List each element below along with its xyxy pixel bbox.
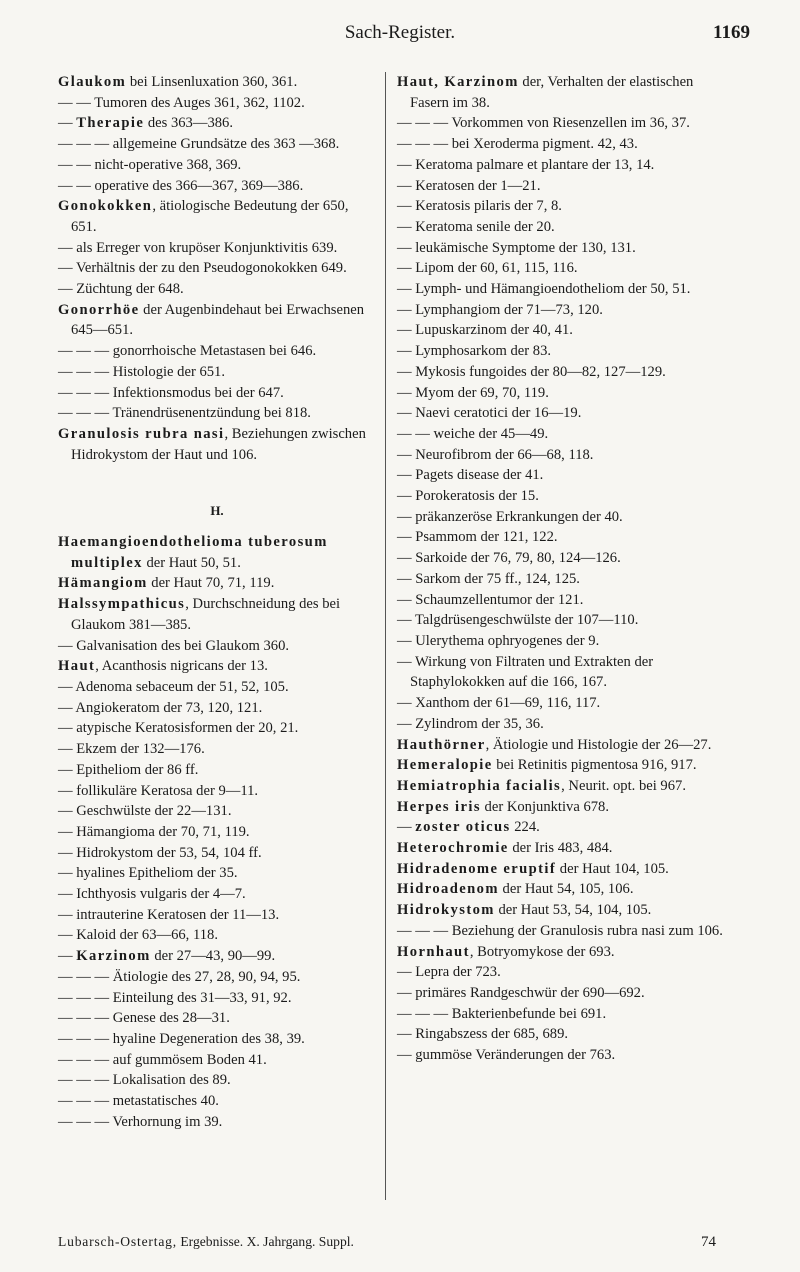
entry-text: — Ulerythema ophryogenes der 9. [397, 632, 600, 649]
entry-text: — Wirkung von Filtraten und Extrakten der Staphylokokken auf die 166, 167. [397, 653, 654, 691]
index-entry [58, 424, 376, 465]
left-column [58, 72, 376, 1132]
index-entry [397, 72, 725, 113]
index-entry [58, 863, 376, 884]
entry-text: — intrauterine Keratosen der 11—13. [58, 906, 280, 923]
entry-text: — — — Genese des 28—31. [58, 1010, 230, 1027]
entry-text: — atypische Keratosisformen der 20, 21. [58, 720, 299, 737]
index-entry [58, 113, 376, 134]
entry-text: 224. [510, 819, 540, 836]
entry-text: — Kaloid der 63—66, 118. [58, 927, 218, 944]
index-entry [397, 548, 725, 569]
entry-text: — Hämangioma der 70, 71, 119. [58, 823, 250, 840]
entry-keyword: Therapie [76, 115, 145, 132]
index-entry [58, 594, 376, 635]
index-entry [58, 1091, 376, 1112]
index-entry [58, 1050, 376, 1071]
entry-text: — Lymphosarkom der 83. [397, 343, 552, 360]
entry-keyword: Karzinom [76, 948, 151, 965]
entry-text: — — nicht-operative 368, 369. [58, 156, 242, 173]
index-entry [397, 631, 725, 652]
index-entry [58, 196, 376, 237]
index-entry [58, 801, 376, 822]
entry-text: — leukämische Symptome der 130, 131. [397, 239, 636, 256]
entry-text: , ätiologische Bedeutung der 650, 651. [71, 198, 349, 235]
index-entry [58, 300, 376, 341]
index-entry [397, 1045, 725, 1066]
entry-keyword: Gonokokken [58, 198, 153, 215]
index-entry [397, 817, 725, 838]
entry-text: — — — Beziehung der Granulosis rubra nasi zum 106. [397, 922, 723, 939]
entry-text: — präkanzeröse Erkrankungen der 40. [397, 508, 623, 525]
entry-text: der Haut 104, 105. [556, 860, 669, 877]
entry-text: — — — metastatisches 40. [58, 1093, 219, 1110]
page-footer [58, 1234, 748, 1250]
index-entry [58, 258, 376, 279]
index-entry [397, 465, 725, 486]
index-entry [58, 155, 376, 176]
index-entry [58, 781, 376, 802]
entry-keyword: Haut, Karzinom [397, 74, 519, 90]
index-entry [58, 967, 376, 988]
entry-text: der Iris 483, 484. [508, 840, 613, 857]
index-entry [397, 652, 725, 693]
entry-text: , Durchschneidung des bei Glaukom 381—385. [71, 596, 341, 633]
entry-text: — Keratosen der 1—21. [397, 177, 541, 194]
column-divider [385, 72, 386, 1200]
footer-publication: Lubarsch-Ostertag, [58, 1234, 177, 1249]
entry-text: — Sarkom der 75 ff., 124, 125. [397, 570, 580, 587]
index-entry [397, 403, 725, 424]
index-entry [58, 698, 376, 719]
entry-keyword: Haut [58, 658, 96, 675]
index-entry [58, 573, 376, 594]
index-entry [397, 900, 725, 921]
entry-text: , Botryomykose der 693. [469, 943, 615, 960]
index-entry [397, 879, 725, 900]
index-entry [58, 925, 376, 946]
entry-text: der Augenbindehaut bei Erwachsenen 645—651. [71, 301, 365, 339]
entry-text: — — — Vorkommen von Riesenzellen im 36, 37. [397, 115, 690, 132]
index-entry [397, 320, 725, 341]
entry-text: — Lupuskarzinom der 40, 41. [397, 322, 573, 339]
index-entry [58, 279, 376, 300]
index-entry [397, 693, 725, 714]
entry-text: , Neurit. opt. bei 967. [561, 777, 686, 794]
entry-text: — — — allgemeine Grundsätze des 363 —368. [58, 136, 340, 153]
entry-keyword: Hidroadenom [397, 881, 499, 898]
index-entry [58, 72, 376, 93]
index-entry [58, 403, 376, 424]
entry-text: der, Verhalten der elastischen Fasern im 38. [410, 74, 694, 111]
entry-text: des 363—386. [144, 115, 233, 132]
index-entry [397, 859, 725, 880]
entry-prefix: — [58, 948, 77, 965]
index-entry [58, 760, 376, 781]
entry-text: — — — Verhornung im 39. [58, 1113, 223, 1130]
entry-text: — Epitheliom der 86 ff. [58, 761, 199, 778]
entry-text: — primäres Randgeschwür der 690—692. [397, 984, 645, 1001]
entry-keyword: Glaukom [58, 74, 127, 90]
index-entry [397, 507, 725, 528]
index-entry [58, 946, 376, 967]
index-entry [397, 942, 725, 963]
entry-text: — — — hyaline Degeneration des 38, 39. [58, 1030, 305, 1047]
entry-text: — — — gonorrhoische Metastasen bei 646. [58, 343, 317, 360]
entry-text: der Konjunktiva 678. [480, 798, 609, 815]
entry-keyword: Haemangioendothelioma tuberosum multiplex [58, 534, 328, 571]
entry-text: — Lipom der 60, 61, 115, 116. [397, 260, 578, 277]
index-entry [397, 1024, 725, 1045]
index-entry [58, 718, 376, 739]
entry-text: — Keratoma palmare et plantare der 13, 14. [397, 156, 655, 173]
index-entry [397, 797, 725, 818]
entry-keyword: zoster oticus [415, 819, 511, 836]
footer-page-number: 74 [701, 1234, 716, 1250]
index-entry [58, 532, 376, 573]
entry-keyword: Hidradenome eruptif [397, 860, 557, 877]
entry-text: bei Linsenluxation 360, 361. [126, 74, 298, 90]
index-entry [58, 677, 376, 698]
index-entry [397, 300, 725, 321]
entry-text: — Talgdrüsengeschwülste der 107—110. [397, 612, 639, 629]
index-entry [397, 1004, 725, 1025]
index-entry [58, 843, 376, 864]
index-entry [58, 905, 376, 926]
entry-keyword: Halssympathicus [58, 596, 186, 613]
entry-text: — Ringabszess der 685, 689. [397, 1026, 569, 1043]
right-column [397, 72, 725, 1066]
index-entry [397, 590, 725, 611]
index-entry [58, 383, 376, 404]
index-entry [397, 838, 725, 859]
index-entry [58, 988, 376, 1009]
entry-text: — hyalines Epitheliom der 35. [58, 865, 238, 882]
index-entry [397, 755, 725, 776]
entry-keyword: Hornhaut [397, 943, 470, 960]
entry-text: — — — bei Xeroderma pigment. 42, 43. [397, 136, 638, 153]
index-entry [397, 155, 725, 176]
index-entry [58, 1008, 376, 1029]
index-entry [58, 362, 376, 383]
entry-text: der Haut 53, 54, 104, 105. [494, 902, 652, 919]
entry-prefix: — [58, 115, 77, 132]
entry-text: — Porokeratosis der 15. [397, 488, 539, 505]
entry-text: — follikuläre Keratosa der 9—11. [58, 782, 259, 799]
index-entry [58, 739, 376, 760]
entry-text: — Lepra der 723. [397, 964, 501, 981]
index-entry [397, 714, 725, 735]
index-entry [58, 656, 376, 677]
entry-text: bei Retinitis pigmentosa 916, 917. [492, 757, 697, 774]
entry-text: — Züchtung der 648. [58, 281, 184, 298]
entry-text: — Psammom der 121, 122. [397, 529, 558, 546]
entry-keyword: Heterochromie [397, 840, 509, 857]
index-entry [58, 134, 376, 155]
entry-text: — Zylindrom der 35, 36. [397, 715, 544, 732]
entry-text: — Ekzem der 132—176. [58, 741, 205, 758]
entry-text: — — — Einteilung des 31—33, 91, 92. [58, 989, 292, 1006]
index-entry [397, 258, 725, 279]
index-entry [397, 196, 725, 217]
entry-text: — Mykosis fungoides der 80—82, 127—129. [397, 363, 666, 380]
index-entry [397, 424, 725, 445]
entry-text: — Sarkoide der 76, 79, 80, 124—126. [397, 550, 621, 567]
entry-text: — Adenoma sebaceum der 51, 52, 105. [58, 678, 289, 695]
entry-keyword: Gonorrhöe [58, 301, 140, 318]
entry-keyword: Hemiatrophia facialis [397, 777, 562, 794]
index-entry [58, 636, 376, 657]
index-entry [58, 93, 376, 114]
entry-text: — — weiche der 45—49. [397, 425, 549, 442]
entry-text: — als Erreger von krupöser Konjunktivitis 639. [58, 239, 338, 256]
index-entry [397, 776, 725, 797]
page-header [0, 22, 800, 46]
entry-text: — Lymphangiom der 71—73, 120. [397, 301, 603, 318]
index-entry [397, 962, 725, 983]
page-number: 1169 [713, 22, 750, 43]
entry-keyword: Hämangiom [58, 575, 148, 592]
index-entry [397, 134, 725, 155]
index-entry [397, 735, 725, 756]
entry-text: , Acanthosis nigricans der 13. [95, 658, 268, 675]
entry-text: der 27—43, 90—99. [150, 948, 276, 965]
entry-keyword: Hemeralopie [397, 757, 493, 774]
entry-text: — Galvanisation des bei Glaukom 360. [58, 637, 290, 654]
index-entry [397, 341, 725, 362]
entry-text: , Ätiologie und Histologie der 26—27. [485, 736, 712, 753]
entry-text: — Verhältnis der zu den Pseudogonokokken 649. [58, 260, 347, 277]
entry-text: — Angiokeratom der 73, 120, 121. [58, 699, 263, 716]
entry-text: — Ichthyosis vulgaris der 4—7. [58, 886, 246, 903]
page-title: Sach-Register. [344, 22, 456, 43]
index-entry [58, 176, 376, 197]
index-entry [58, 1112, 376, 1133]
footer-details: Ergebnisse. X. Jahrgang. Suppl. [176, 1234, 354, 1249]
index-entry [58, 238, 376, 259]
index-entry [397, 983, 725, 1004]
entry-text: — — — Bakterienbefunde bei 691. [397, 1005, 607, 1022]
index-entry [397, 486, 725, 507]
index-entry [58, 341, 376, 362]
entry-text: — Xanthom der 61—69, 116, 117. [397, 695, 601, 712]
entry-text: — Naevi ceratotici der 16—19. [397, 405, 582, 422]
entry-prefix: — [397, 819, 416, 836]
index-entry [397, 569, 725, 590]
entry-text: — — Tumoren des Auges 361, 362, 1102. [58, 94, 305, 111]
entry-text: — — — Lokalisation des 89. [58, 1072, 231, 1089]
entry-text: — Keratoma senile der 20. [397, 218, 555, 235]
index-entry [397, 362, 725, 383]
entry-text: — Geschwülste der 22—131. [58, 803, 232, 820]
index-entry [397, 113, 725, 134]
entry-text: — Pagets disease der 41. [397, 467, 544, 484]
index-entry [397, 610, 725, 631]
entry-text: — — — auf gummösem Boden 41. [58, 1051, 267, 1068]
entry-text: — Lymph- und Hämangioendotheliom der 50, 51. [397, 281, 691, 298]
entry-keyword: Hauthörner [397, 736, 486, 753]
entry-keyword: Hidrokystom [397, 902, 495, 919]
index-entry [397, 279, 725, 300]
entry-text: — Schaumzellentumor der 121. [397, 591, 584, 608]
index-entry [58, 884, 376, 905]
entry-text: — — operative des 366—367, 369—386. [58, 177, 304, 194]
section-heading: H. [210, 503, 224, 519]
entry-text: — — — Infektionsmodus bei der 647. [58, 384, 284, 401]
index-entry [397, 921, 725, 942]
entry-text: , Beziehungen zwischen Hidrokystom der Haut und 106. [71, 425, 366, 463]
entry-keyword: Herpes iris [397, 798, 481, 815]
index-entry [397, 527, 725, 548]
entry-text: der Haut 70, 71, 119. [147, 575, 275, 592]
entry-text: — — — Tränendrüsenentzündung bei 818. [58, 405, 311, 422]
entry-text: der Haut 50, 51. [142, 554, 241, 571]
entry-text: — — — Histologie der 651. [58, 363, 226, 380]
index-entry [397, 383, 725, 404]
entry-text: — Hidrokystom der 53, 54, 104 ff. [58, 844, 262, 861]
entry-text: — Neurofibrom der 66—68, 118. [397, 446, 594, 463]
index-entry [397, 217, 725, 238]
entry-text: — — — Ätiologie des 27, 28, 90, 94, 95. [58, 968, 301, 985]
entry-keyword: Granulosis rubra nasi [58, 425, 225, 442]
index-entry [397, 445, 725, 466]
index-entry [58, 1029, 376, 1050]
index-entry [397, 176, 725, 197]
entry-text: — Keratosis pilaris der 7, 8. [397, 198, 562, 215]
index-entry [58, 822, 376, 843]
entry-text: — gummöse Veränderungen der 763. [397, 1047, 616, 1064]
entry-text: — Myom der 69, 70, 119. [397, 384, 549, 401]
index-entry [58, 1070, 376, 1091]
entry-text: der Haut 54, 105, 106. [498, 881, 634, 898]
index-entry [397, 238, 725, 259]
